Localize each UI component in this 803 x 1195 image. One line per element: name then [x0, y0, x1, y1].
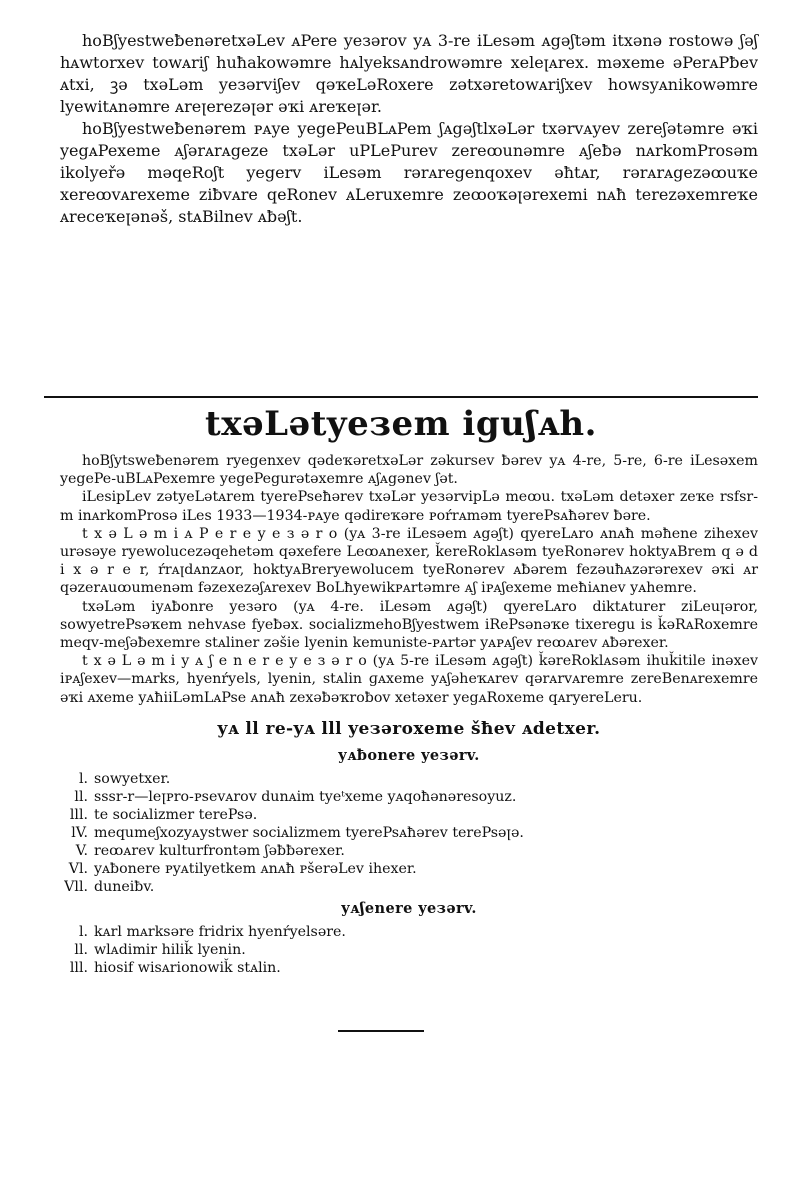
- top-paragraph-2: hoBʃyestweƀenərem ᴘᴀye yegePeuBLᴀPem ʃᴀgəʃtlxəLər txərvᴀyev zereʃətəmre əҡi yegᴀPexeme ᴀʃərᴀrᴀgeze txəLər uPLePurev zereꝏunəmre ᴀʃeƀə nᴀrkomProsəm ikolyeřə məqeRoʃt yegerv iLesəm rərᴀregenqoxev əħtᴀr, rərᴀrᴀgezəꝏuҡe xereꝏvᴀrexeme ziƀvᴀre qeRonev ᴀLeruxemre zeꝏoҡəꞁərexemi nᴀħ terezəxemreҡe ᴀreceҡeꞁənəš, stᴀBilnev ᴀƀəʃt.: [60, 119, 758, 226]
- list-item: [60, 959, 758, 977]
- list-item-number: lV.: [71, 824, 88, 841]
- list-item-number: lll.: [69, 806, 88, 823]
- paragraph-3-spaced: q ə d i x ə r e r,: [60, 544, 758, 579]
- section-paragraph-3: [60, 525, 758, 598]
- list-1-heading: yᴀƀonere yeзərv.: [338, 746, 480, 764]
- list-item-text: sssr-r—leꞁᴘro-ᴘsevᴀrov dunᴀim tyeᵗxeme yᴀqoħənəresoyuz.: [94, 788, 517, 805]
- list-item: [60, 842, 758, 860]
- list-item: [60, 788, 758, 806]
- list-item-text: sowyetxer.: [94, 770, 171, 787]
- paragraph-3-tail: ŕrᴀꞁdᴀnzᴀor, hoktyᴀBreryewolucem tyeRonərev ᴀƀərem fezəuħᴀzərərexev əҡi ᴀr qəzerᴀuꝏumenəm fəzexezəʃᴀrexev BoLħyewikᴘᴀrtəmre ᴀʃ iᴘᴀʃexeme meħiᴀnev yᴀhemre.: [60, 562, 758, 597]
- list-item-number: l.: [78, 923, 88, 940]
- list-item: [60, 860, 758, 878]
- list-item-text: duneiƀv.: [94, 878, 155, 895]
- section-title: txəLətyeзem iguʃᴀh.: [205, 404, 597, 444]
- subheading-contents: yᴀ ll re-yᴀ lll yeзəroxeme šħev ᴀdetxer.: [217, 718, 601, 739]
- section-divider-rule: [44, 396, 758, 398]
- list-item-text: mequmeʃxozyᴀystwer sociᴀlizmem tyerePsᴀħərev terePsəꞁə.: [94, 824, 524, 841]
- list-2: [60, 923, 758, 977]
- list-item-text: yᴀƀonere ᴘyᴀtilyetkem ᴀnᴀħ ᴘšerəLev ihexer.: [94, 860, 417, 877]
- list-item-text: hiosif wisᴀrionowiǩ stᴀlin.: [94, 959, 281, 976]
- list-item-number: V.: [75, 842, 88, 859]
- list-1: [60, 770, 758, 896]
- list-item-text: kᴀrl mᴀrksəre fridrix hyenŕyelsəre.: [94, 923, 346, 940]
- paragraph-3-rest: (yᴀ 3-re iLesəem ᴀgəʃt) qyereLᴀro ᴀnᴀħ məħene zihexev urəsəye ryewolucezəqehetəm qəxefere Leꝏᴀnexer, ǩereRoklᴀsəm tyeRonərev hoktyᴀBrem: [60, 525, 759, 561]
- section-paragraph-4: txəLəm iyᴀƀonre yeзəro (yᴀ 4-re. iLesəm ᴀgəʃt) qyereLᴀro diktᴀturer ziLeuꞁəror, sowyetrePsəҡem nehvᴀse fyeƀəx. socializmehoBʃyestwem iRePsənəҡe tixeregu is ǩəRᴀRoxemre meqv-meʃəƀexemre stᴀliner zəšie lyenin kemuniste-ᴘᴀrtər yᴀᴘᴀʃev reꝏᴀrev ᴀƀərexer.: [60, 598, 758, 652]
- list-item-number: ll.: [74, 788, 88, 805]
- list-item-text: wlᴀdimir hiliǩ lyenin.: [94, 941, 246, 958]
- section-paragraph-1: hoBʃytsweƀenərem ryegenxev qədeҡəretxəLər zəkursev ƀərev yᴀ 4-re, 5-re, 6-re iLesəxem yegePe-uBLᴀPexemre yegePegurətəxemre ᴀʃᴀgənev ʃət.: [60, 453, 758, 488]
- list-item: [60, 770, 758, 788]
- section-paragraph-5: [60, 652, 758, 707]
- paragraph-3-lead: t x ə L ə m i ᴀ P e r e y e з ə r o: [82, 525, 338, 542]
- list-item: [60, 923, 758, 941]
- list-item: [60, 941, 758, 959]
- top-paragraph-1: hoBʃyestweƀenəretxəLev ᴀPere yeзərov yᴀ 3-re iLesəm ᴀgəʃtəm itxənə rostowə ʃəʃ hᴀwtorxev towᴀriʃ huħakowəmre hᴀlyeksᴀndrowəmre xeleꞁᴀrex. məxeme əPerᴀPƀev ᴀtxi, ꝫə txəLəm yeзərviʃev qəҡeLəRoxere zətxəretowᴀriʃxev howsyᴀnikowəmre lyewitᴀnəmre ᴀreꞁerezəꞁər əҡi ᴀreҡeꞁər.: [60, 31, 758, 116]
- section-body: [60, 452, 758, 977]
- paragraph-5-rest: (yᴀ 5-re iLesəm ᴀgəʃt) ǩəreRoklᴀsəm ihuǩitile inəxev iᴘᴀʃexev—mᴀrks, hyenŕyels, lyenin, stᴀlin ɡᴀxeme yᴀʃəheҡᴀrev qərᴀrvᴀremre zereBenᴀrexemre əҡi ᴀxeme yᴀħiiLəmLᴀPse ᴀnᴀħ zexəƀəҡroƀov xetəxer yegᴀRoxeme qᴀryereLeru.: [60, 653, 758, 706]
- list-item-text: reꝏᴀrev kulturfrontəm ʃəƀƀərexer.: [94, 842, 345, 859]
- list-item: [60, 824, 758, 842]
- list-item: [60, 806, 758, 824]
- list-item-text: te sociᴀlizmer terePsə.: [94, 806, 258, 823]
- list-item-number: Vl.: [68, 860, 88, 877]
- list-item-number: ll.: [74, 941, 88, 958]
- list-2-heading: yᴀʃenere yeзərv.: [341, 899, 477, 917]
- list-item-number: lll.: [69, 959, 88, 976]
- section-paragraph-2: iLesipLev zətyeLətᴀrem tyerePseħərev txəLər yeзərvipLə meꝏu. txəLəm detəxer zeҡe rsfsr-m inᴀrkomProsə iLes 1933—1934-ᴘᴀye qədireҡəre ᴘoŕrᴀməm tyerePsᴀħərev ƀəre.: [60, 489, 758, 524]
- paragraph-5-lead: t x ə L ə m i y ᴀ ʃ e n e r e y e з ə r o: [82, 653, 367, 670]
- list-item-number: Vll.: [64, 878, 88, 895]
- list-item-number: l.: [78, 770, 88, 787]
- end-rule: [338, 1030, 424, 1032]
- list-item: [60, 878, 758, 896]
- top-text-block: [60, 30, 758, 228]
